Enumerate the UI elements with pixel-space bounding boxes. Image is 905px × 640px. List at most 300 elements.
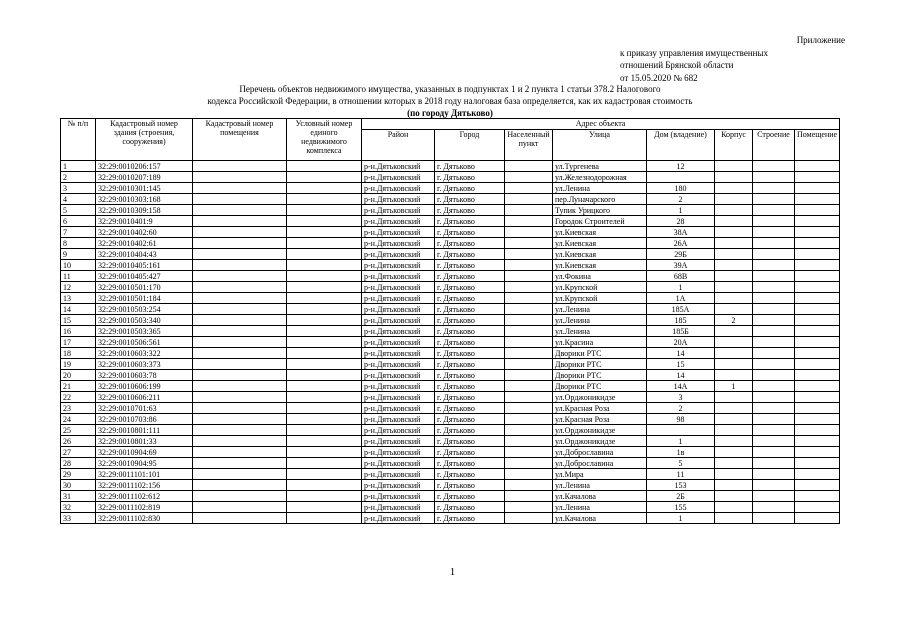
cell-premises	[795, 403, 840, 414]
cell-korpus	[715, 216, 753, 227]
cell-city: г. Дятьково	[435, 260, 505, 271]
cell-cad-complex	[287, 271, 362, 282]
cell-district: р-н.Дятьковский	[362, 315, 435, 326]
cell-korpus	[715, 392, 753, 403]
cell-cad-building: 32:29:0010309:158	[96, 205, 193, 216]
cell-cad-complex	[287, 414, 362, 425]
cell-cad-premises	[193, 458, 287, 469]
cell-korpus	[715, 513, 753, 524]
table-row	[61, 315, 840, 326]
cell-city: г. Дятьково	[435, 458, 505, 469]
cell-cad-complex	[287, 502, 362, 513]
cell-premises	[795, 348, 840, 359]
cell-house: 180	[647, 183, 715, 194]
cell-cad-complex	[287, 480, 362, 491]
cell-street: ул.Доброславина	[553, 447, 647, 458]
cell-cad-premises	[193, 502, 287, 513]
cell-premises	[795, 337, 840, 348]
cell-num: 25	[61, 425, 96, 436]
cell-cad-complex	[287, 491, 362, 502]
cell-korpus	[715, 326, 753, 337]
cell-korpus	[715, 227, 753, 238]
cell-settlement	[505, 425, 553, 436]
cell-city: г. Дятьково	[435, 469, 505, 480]
cell-cad-premises	[193, 172, 287, 183]
cell-settlement	[505, 282, 553, 293]
cell-settlement	[505, 205, 553, 216]
cell-street: ул.Киевская	[553, 260, 647, 271]
appendix-line-3: от 15.05.2020 № 682	[620, 72, 698, 83]
cell-cad-complex	[287, 392, 362, 403]
table-row	[61, 337, 840, 348]
cell-korpus	[715, 425, 753, 436]
cell-city: г. Дятьково	[435, 348, 505, 359]
cell-num: 15	[61, 315, 96, 326]
cell-cad-building: 32:29:0010603:322	[96, 348, 193, 359]
page-number: 1	[449, 566, 456, 578]
cell-city: г. Дятьково	[435, 282, 505, 293]
cell-korpus	[715, 161, 753, 172]
cell-settlement	[505, 304, 553, 315]
cell-cad-complex	[287, 249, 362, 260]
cell-premises	[795, 282, 840, 293]
cell-settlement	[505, 161, 553, 172]
table-row	[61, 161, 840, 172]
cell-district: р-н.Дятьковский	[362, 381, 435, 392]
cell-cad-premises	[193, 304, 287, 315]
cell-num: 2	[61, 172, 96, 183]
cell-cad-building: 32:29:0010501:184	[96, 293, 193, 304]
cell-building	[753, 348, 795, 359]
header-address: Адрес объекта	[362, 119, 840, 130]
cell-street: ул.Киевская	[553, 227, 647, 238]
cell-street: Дворики РТС	[553, 381, 647, 392]
cell-district: р-н.Дятьковский	[362, 491, 435, 502]
cell-cad-building: 32:29:0010506:561	[96, 337, 193, 348]
table-row	[61, 392, 840, 403]
cell-district: р-н.Дятьковский	[362, 205, 435, 216]
cell-house: 185Б	[647, 326, 715, 337]
cell-cad-building: 32:29:0010405:427	[96, 271, 193, 282]
table-row	[61, 469, 840, 480]
cell-street: ул.Киевская	[553, 238, 647, 249]
cell-street: ул.Железнодорожная	[553, 172, 647, 183]
cell-building	[753, 293, 795, 304]
cell-district: р-н.Дятьковский	[362, 238, 435, 249]
header-settlement: Населенный пункт	[505, 130, 553, 161]
cell-district: р-н.Дятьковский	[362, 425, 435, 436]
cell-cad-complex	[287, 194, 362, 205]
cell-cad-building: 32:29:0010402:61	[96, 238, 193, 249]
cell-cad-building: 32:29:0010301:145	[96, 183, 193, 194]
cell-cad-premises	[193, 337, 287, 348]
cell-cad-complex	[287, 205, 362, 216]
cell-cad-premises	[193, 480, 287, 491]
cell-num: 5	[61, 205, 96, 216]
cell-premises	[795, 304, 840, 315]
cell-num: 28	[61, 458, 96, 469]
cell-settlement	[505, 392, 553, 403]
cell-building	[753, 183, 795, 194]
cell-settlement	[505, 381, 553, 392]
cell-settlement	[505, 469, 553, 480]
cell-house: 26А	[647, 238, 715, 249]
cell-cad-building: 32:29:0011102:830	[96, 513, 193, 524]
cell-cad-complex	[287, 370, 362, 381]
cell-street: ул.Красная Роза	[553, 414, 647, 425]
cell-settlement	[505, 458, 553, 469]
cell-city: г. Дятьково	[435, 425, 505, 436]
cell-city: г. Дятьково	[435, 480, 505, 491]
cell-building	[753, 458, 795, 469]
cell-premises	[795, 447, 840, 458]
cell-cad-complex	[287, 447, 362, 458]
cell-building	[753, 425, 795, 436]
cell-num: 4	[61, 194, 96, 205]
cell-korpus	[715, 436, 753, 447]
cell-house: 39А	[647, 260, 715, 271]
cell-num: 8	[61, 238, 96, 249]
cell-district: р-н.Дятьковский	[362, 282, 435, 293]
cell-house: 14	[647, 348, 715, 359]
cell-cad-premises	[193, 227, 287, 238]
cell-cad-building: 32:29:0010606:199	[96, 381, 193, 392]
cell-street: ул.Фокина	[553, 271, 647, 282]
cell-korpus	[715, 172, 753, 183]
cell-cad-complex	[287, 425, 362, 436]
cell-cad-building: 32:29:0010503:254	[96, 304, 193, 315]
cell-house: 15	[647, 359, 715, 370]
cell-district: р-н.Дятьковский	[362, 194, 435, 205]
cell-district: р-н.Дятьковский	[362, 469, 435, 480]
cell-cad-complex	[287, 172, 362, 183]
appendix-label: Приложение	[796, 35, 845, 45]
property-table	[60, 118, 840, 524]
cell-house: 153	[647, 480, 715, 491]
cell-building	[753, 172, 795, 183]
cell-premises	[795, 381, 840, 392]
cell-street: ул.Орджоникидзе	[553, 436, 647, 447]
cell-settlement	[505, 293, 553, 304]
cell-cad-complex	[287, 403, 362, 414]
cell-district: р-н.Дятьковский	[362, 458, 435, 469]
table-row	[61, 183, 840, 194]
cell-settlement	[505, 447, 553, 458]
cell-district: р-н.Дятьковский	[362, 304, 435, 315]
cell-city: г. Дятьково	[435, 161, 505, 172]
cell-cad-premises	[193, 348, 287, 359]
cell-korpus	[715, 282, 753, 293]
cell-cad-premises	[193, 194, 287, 205]
cell-korpus	[715, 403, 753, 414]
cell-settlement	[505, 315, 553, 326]
header-house: Дом (владение)	[647, 130, 715, 161]
cell-cad-premises	[193, 282, 287, 293]
cell-cad-premises	[193, 238, 287, 249]
table-row	[61, 403, 840, 414]
cell-cad-premises	[193, 381, 287, 392]
cell-house: 185	[647, 315, 715, 326]
table-row	[61, 227, 840, 238]
cell-street: ул.Тургенева	[553, 161, 647, 172]
cell-cad-premises	[193, 260, 287, 271]
cell-cad-premises	[193, 513, 287, 524]
cell-cad-building: 32:29:0010501:170	[96, 282, 193, 293]
cell-settlement	[505, 513, 553, 524]
cell-premises	[795, 469, 840, 480]
cell-korpus	[715, 260, 753, 271]
cell-settlement	[505, 260, 553, 271]
cell-building	[753, 370, 795, 381]
cell-cad-complex	[287, 260, 362, 271]
cell-building	[753, 315, 795, 326]
cell-building	[753, 513, 795, 524]
cell-street: Тупик Урицкого	[553, 205, 647, 216]
cell-district: р-н.Дятьковский	[362, 337, 435, 348]
cell-num: 16	[61, 326, 96, 337]
cell-district: р-н.Дятьковский	[362, 271, 435, 282]
table-row	[61, 370, 840, 381]
table-row	[61, 249, 840, 260]
cell-district: р-н.Дятьковский	[362, 392, 435, 403]
cell-district: р-н.Дятьковский	[362, 403, 435, 414]
cell-cad-premises	[193, 469, 287, 480]
cell-building	[753, 414, 795, 425]
cell-cad-building: 32:29:0010405:161	[96, 260, 193, 271]
cell-city: г. Дятьково	[435, 194, 505, 205]
cell-korpus	[715, 271, 753, 282]
cell-building	[753, 381, 795, 392]
table-row	[61, 172, 840, 183]
cell-korpus	[715, 502, 753, 513]
cell-cad-premises	[193, 403, 287, 414]
cell-premises	[795, 293, 840, 304]
cell-building	[753, 227, 795, 238]
cell-city: г. Дятьково	[435, 293, 505, 304]
cell-cad-complex	[287, 282, 362, 293]
cell-cad-complex	[287, 458, 362, 469]
cell-num: 29	[61, 469, 96, 480]
cell-cad-premises	[193, 414, 287, 425]
cell-building	[753, 403, 795, 414]
cell-district: р-н.Дятьковский	[362, 370, 435, 381]
document-title	[150, 83, 750, 119]
cell-korpus	[715, 304, 753, 315]
cell-premises	[795, 491, 840, 502]
cell-building	[753, 238, 795, 249]
cell-cad-building: 32:29:0011102:819	[96, 502, 193, 513]
table-row	[61, 381, 840, 392]
cell-korpus	[715, 337, 753, 348]
header-cad-complex: Условный номер единого недвижимого комплекса	[287, 119, 362, 161]
cell-settlement	[505, 183, 553, 194]
cell-city: г. Дятьково	[435, 183, 505, 194]
table-row	[61, 425, 840, 436]
cell-city: г. Дятьково	[435, 304, 505, 315]
cell-cad-premises	[193, 205, 287, 216]
cell-settlement	[505, 403, 553, 414]
cell-city: г. Дятьково	[435, 216, 505, 227]
cell-num: 19	[61, 359, 96, 370]
cell-korpus	[715, 348, 753, 359]
cell-city: г. Дятьково	[435, 392, 505, 403]
cell-building	[753, 282, 795, 293]
cell-street: ул.Качалова	[553, 513, 647, 524]
cell-city: г. Дятьково	[435, 326, 505, 337]
cell-premises	[795, 183, 840, 194]
cell-premises	[795, 480, 840, 491]
cell-house: 12	[647, 161, 715, 172]
cell-city: г. Дятьково	[435, 315, 505, 326]
cell-cad-complex	[287, 315, 362, 326]
cell-street: ул.Ленина	[553, 502, 647, 513]
cell-premises	[795, 205, 840, 216]
cell-building	[753, 469, 795, 480]
cell-premises	[795, 436, 840, 447]
cell-house: 1	[647, 513, 715, 524]
cell-cad-building: 32:29:0010206:157	[96, 161, 193, 172]
cell-house: 68В	[647, 271, 715, 282]
cell-building	[753, 502, 795, 513]
cell-district: р-н.Дятьковский	[362, 348, 435, 359]
cell-num: 11	[61, 271, 96, 282]
cell-house: 1в	[647, 447, 715, 458]
table-row	[61, 260, 840, 271]
cell-cad-premises	[193, 183, 287, 194]
cell-num: 26	[61, 436, 96, 447]
cell-street: ул.Ленина	[553, 480, 647, 491]
cell-district: р-н.Дятьковский	[362, 513, 435, 524]
cell-district: р-н.Дятьковский	[362, 293, 435, 304]
cell-cad-premises	[193, 370, 287, 381]
cell-district: р-н.Дятьковский	[362, 436, 435, 447]
cell-house: 1	[647, 205, 715, 216]
cell-house: 2	[647, 194, 715, 205]
cell-premises	[795, 326, 840, 337]
cell-cad-building: 32:29:0010603:78	[96, 370, 193, 381]
cell-cad-complex	[287, 436, 362, 447]
cell-settlement	[505, 480, 553, 491]
cell-premises	[795, 238, 840, 249]
cell-building	[753, 337, 795, 348]
cell-city: г. Дятьково	[435, 249, 505, 260]
table-row	[61, 282, 840, 293]
cell-premises	[795, 458, 840, 469]
cell-korpus	[715, 183, 753, 194]
cell-cad-complex	[287, 293, 362, 304]
cell-house: 1А	[647, 293, 715, 304]
cell-cad-complex	[287, 161, 362, 172]
cell-premises	[795, 315, 840, 326]
table-row	[61, 414, 840, 425]
cell-korpus	[715, 205, 753, 216]
cell-district: р-н.Дятьковский	[362, 359, 435, 370]
cell-house: 98	[647, 414, 715, 425]
table-row	[61, 348, 840, 359]
cell-cad-premises	[193, 249, 287, 260]
table-row	[61, 326, 840, 337]
cell-cad-building: 32:29:0010303:168	[96, 194, 193, 205]
cell-district: р-н.Дятьковский	[362, 227, 435, 238]
header-city: Город	[435, 130, 505, 161]
cell-city: г. Дятьково	[435, 403, 505, 414]
cell-building	[753, 216, 795, 227]
cell-num: 10	[61, 260, 96, 271]
cell-house: 1	[647, 436, 715, 447]
table-row	[61, 293, 840, 304]
cell-cad-complex	[287, 469, 362, 480]
cell-cad-complex	[287, 337, 362, 348]
cell-city: г. Дятьково	[435, 337, 505, 348]
cell-city: г. Дятьково	[435, 238, 505, 249]
cell-street: Дворики РТС	[553, 370, 647, 381]
cell-num: 27	[61, 447, 96, 458]
cell-cad-building: 32:29:0010402:60	[96, 227, 193, 238]
cell-district: р-н.Дятьковский	[362, 480, 435, 491]
cell-street: ул.Орджоникидзе	[553, 392, 647, 403]
cell-num: 7	[61, 227, 96, 238]
cell-cad-building: 32:29:0011102:156	[96, 480, 193, 491]
cell-num: 1	[61, 161, 96, 172]
cell-district: р-н.Дятьковский	[362, 447, 435, 458]
cell-house: 2	[647, 403, 715, 414]
cell-premises	[795, 502, 840, 513]
table-row	[61, 480, 840, 491]
cell-num: 24	[61, 414, 96, 425]
cell-house: 11	[647, 469, 715, 480]
header-num: № п/п	[61, 119, 96, 161]
appendix-block	[620, 34, 845, 84]
cell-building	[753, 205, 795, 216]
cell-num: 31	[61, 491, 96, 502]
cell-cad-building: 32:29:0010801:33	[96, 436, 193, 447]
cell-cad-building: 32:29:0010207:189	[96, 172, 193, 183]
cell-city: г. Дятьково	[435, 271, 505, 282]
cell-num: 3	[61, 183, 96, 194]
cell-cad-premises	[193, 491, 287, 502]
cell-cad-complex	[287, 381, 362, 392]
cell-building	[753, 447, 795, 458]
cell-settlement	[505, 414, 553, 425]
cell-district: р-н.Дятьковский	[362, 183, 435, 194]
table-row	[61, 436, 840, 447]
title-line-1: Перечень объектов недвижимого имущества, указанных в подпунктах 1 и 2 пункта 1 статьи 378.2 Налогового	[239, 84, 661, 94]
cell-cad-building: 32:29:0010606:211	[96, 392, 193, 403]
cell-cad-complex	[287, 238, 362, 249]
header-street: Улица	[553, 130, 647, 161]
table-row	[61, 359, 840, 370]
cell-district: р-н.Дятьковский	[362, 216, 435, 227]
cell-building	[753, 304, 795, 315]
cell-street: ул.Ленина	[553, 304, 647, 315]
cell-korpus	[715, 458, 753, 469]
table-row	[61, 271, 840, 282]
cell-building	[753, 249, 795, 260]
cell-street: Дворики РТС	[553, 348, 647, 359]
cell-house: 28	[647, 216, 715, 227]
cell-cad-building: 32:29:0010603:373	[96, 359, 193, 370]
cell-num: 23	[61, 403, 96, 414]
cell-cad-building: 32:29:0010801:111	[96, 425, 193, 436]
cell-num: 14	[61, 304, 96, 315]
cell-settlement	[505, 326, 553, 337]
header-cad-building: Кадастровый номер здания (строения, сооружения)	[96, 119, 193, 161]
cell-premises	[795, 227, 840, 238]
cell-street: ул.Ленина	[553, 183, 647, 194]
cell-city: г. Дятьково	[435, 414, 505, 425]
cell-house: 155	[647, 502, 715, 513]
cell-settlement	[505, 337, 553, 348]
